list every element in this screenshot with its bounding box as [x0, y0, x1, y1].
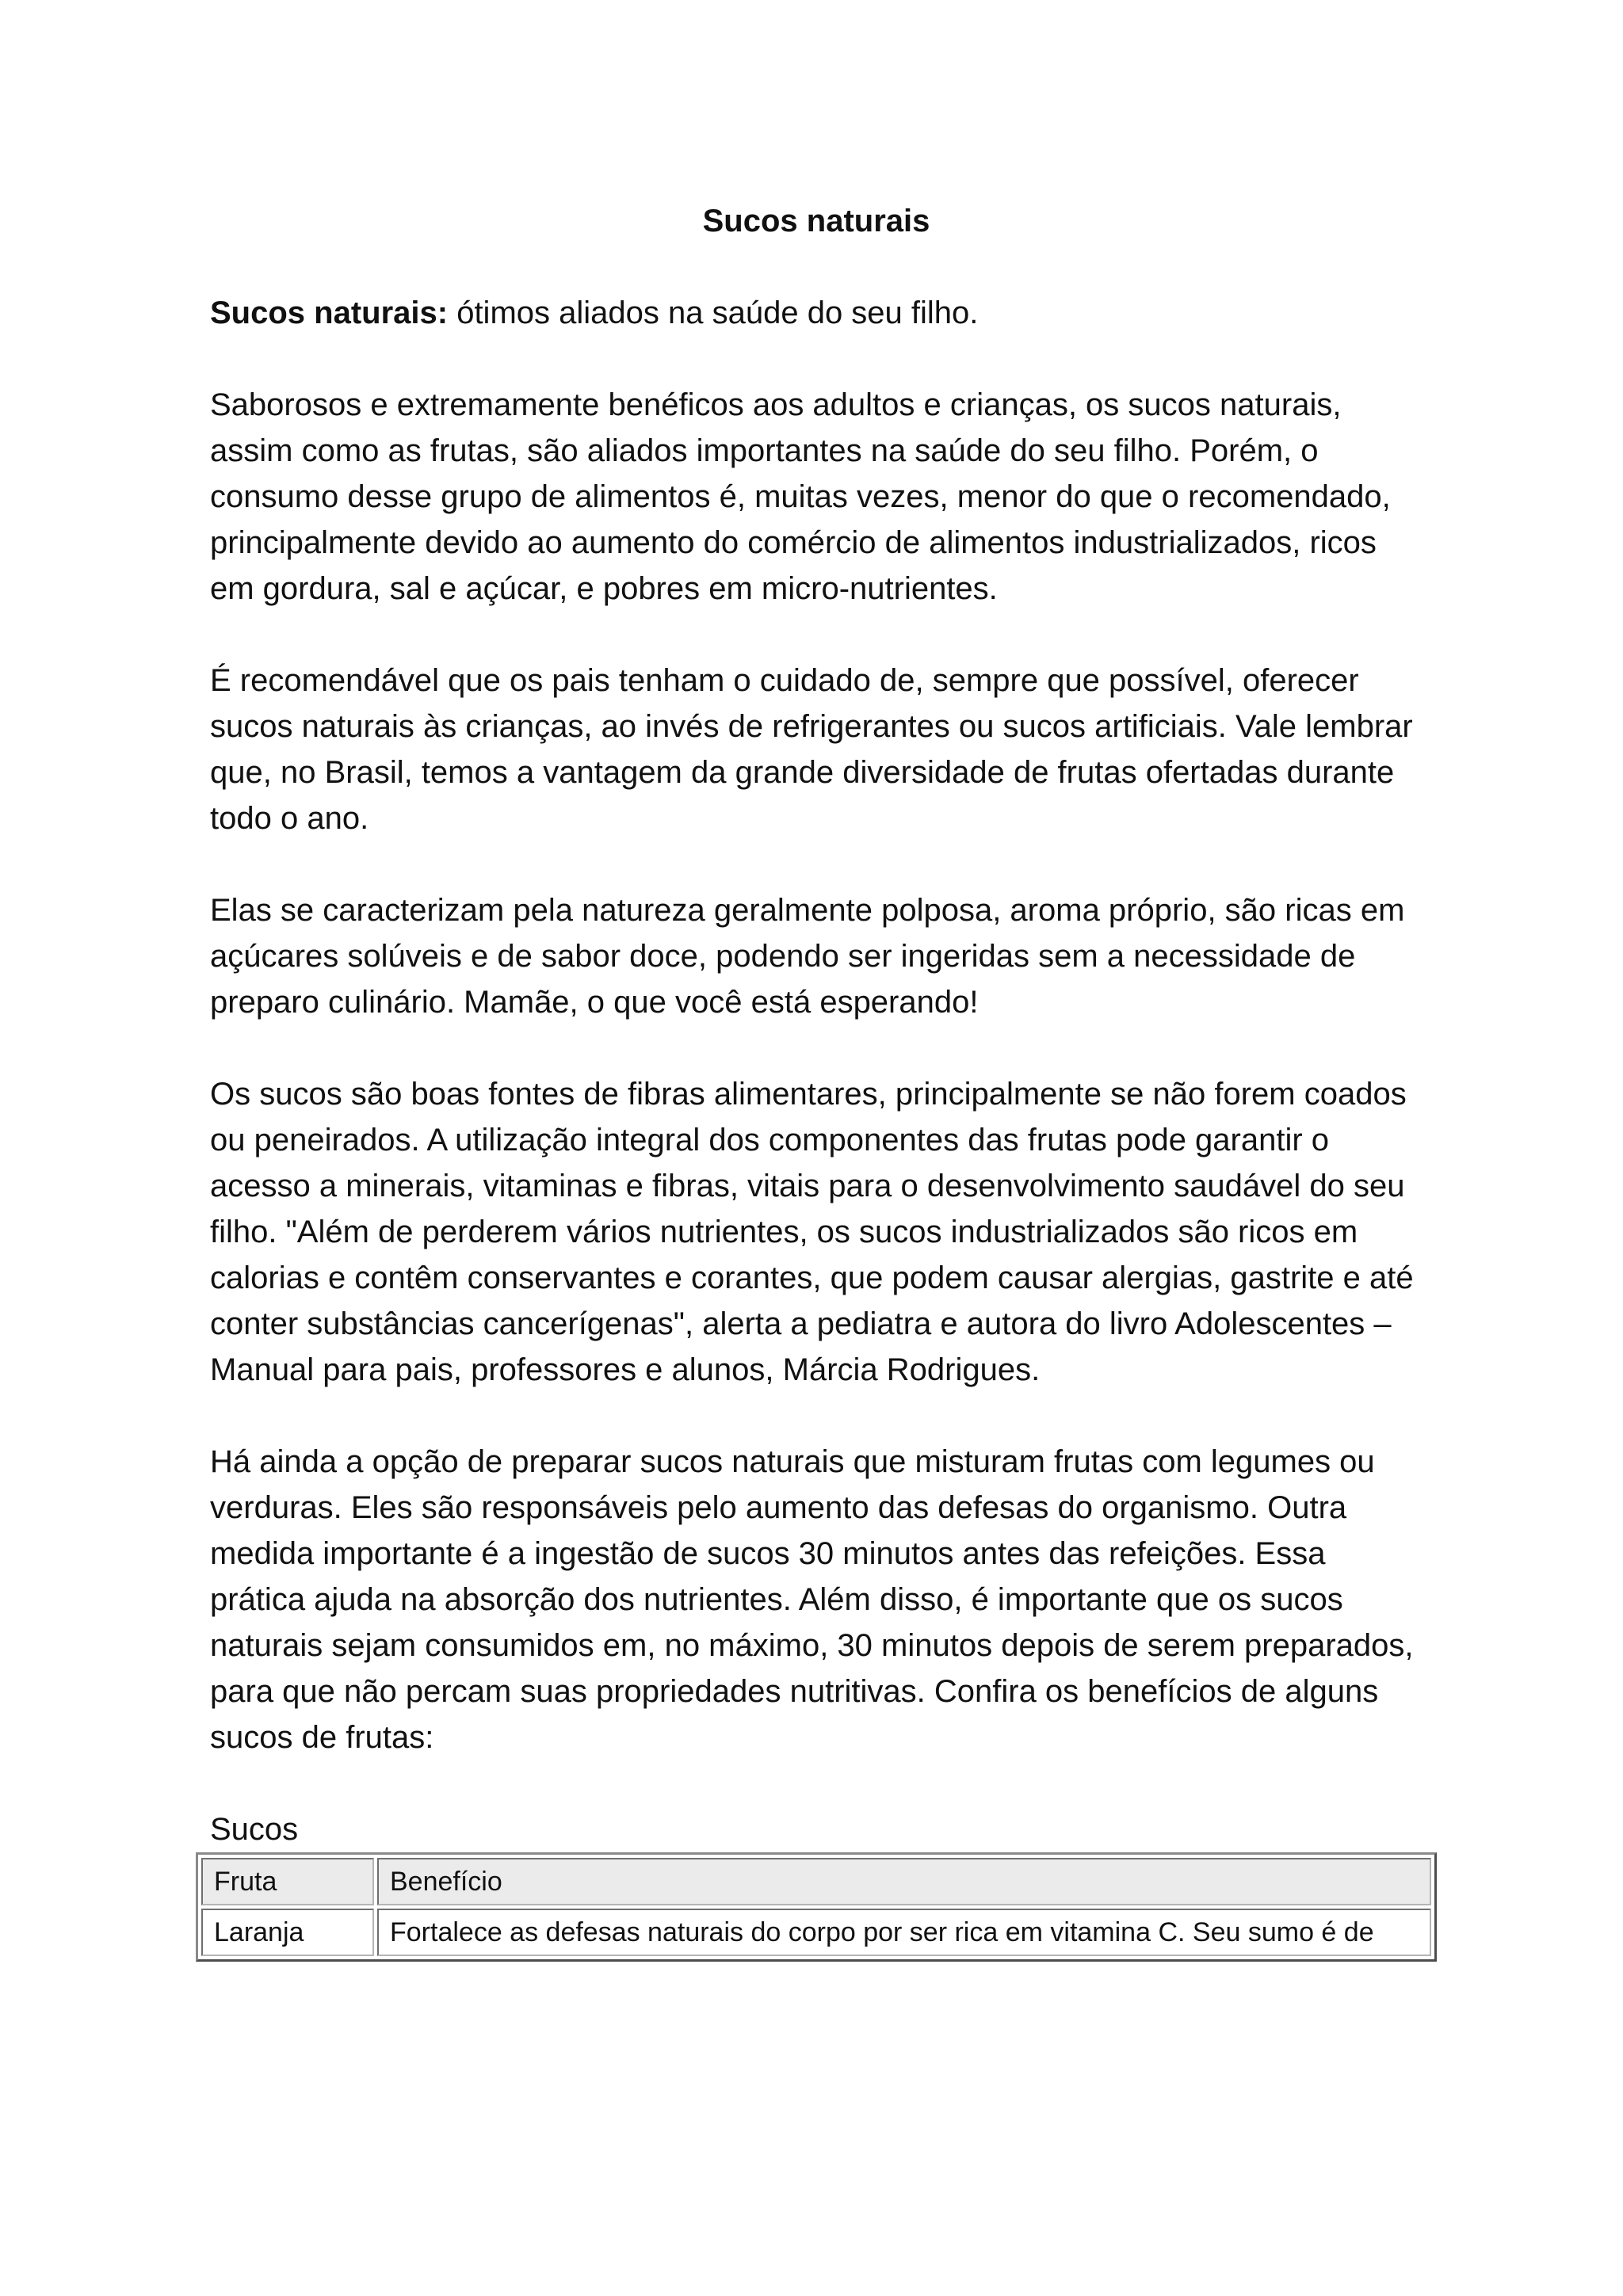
document-title: Sucos naturais: [702, 204, 930, 238]
table-row: [201, 1909, 1431, 1956]
paragraph-2: É recomendável que os pais tenham o cuidado de, sempre que possível, oferecer sucos naturais às crianças, ao invés de refrigerantes ou sucos artificiais. Vale lembrar que, no Brasil, temos a vantagem da grande diversidade de frutas ofertadas durante todo o ano.: [210, 663, 1413, 836]
intro-bold-label: Sucos naturais:: [210, 296, 449, 330]
table-caption: Sucos: [210, 1812, 299, 1847]
intro-text: ótimos aliados na saúde do seu filho.: [448, 296, 979, 330]
cell-fruit: Laranja: [201, 1909, 374, 1956]
paragraph-5: Há ainda a opção de preparar sucos naturais que misturam frutas com legumes ou verduras. Eles são responsáveis pelo aumento das defesas do organismo. Outra medida importante é a ingestão de sucos 30 minutos antes das refeições. Essa prática ajuda na absorção dos nutrientes. Além disso, é importante que os sucos naturais sejam consumidos em, no máximo, 30 minutos depois de serem preparados, para que não percam suas propriedades nutritivas. Confira os benefícios de alguns sucos de frutas:: [210, 1444, 1414, 1755]
paragraph-3: Elas se caracterizam pela natureza geralmente polposa, aroma próprio, são ricas em açúcares solúveis e de sabor doce, podendo ser ingeridas sem a necessidade de preparo culinário. Mamãe, o que você está esperando!: [210, 893, 1405, 1020]
paragraph-4: Os sucos são boas fontes de fibras alimentares, principalmente se não forem coados ou peneirados. A utilização integral dos componentes das frutas pode garantir o acesso a minerais, vitaminas e fibras, vitais para o desenvolvimento saudável do seu filho. "Além de perderem vários nutrientes, os sucos industrializados são ricos em calorias e contêm conservantes e corantes, que podem causar alergias, gastrite e até conter substâncias cancerígenas", alerta a pediatra e autora do livro Adolescentes – Manual para pais, professores e alunos, Márcia Rodrigues.: [210, 1077, 1414, 1387]
cell-benefit: Fortalece as defesas naturais do corpo por ser rica em vitamina C. Seu sumo é de: [377, 1909, 1431, 1956]
document-page: [210, 198, 1446, 1947]
table-header-row: [201, 1858, 1431, 1905]
intro-paragraph: [210, 290, 1423, 336]
paragraph-1: Saborosos e extremamente benéficos aos adultos e crianças, os sucos naturais, assim como as frutas, são aliados importantes na saúde do seu filho. Porém, o consumo desse grupo de alimentos é, muitas vezes, menor do que o recomendado, principalmente devido ao aumento do comércio de alimentos industrializados, ricos em gordura, sal e açúcar, e pobres em micro-nutrientes.: [210, 387, 1391, 606]
juice-benefits-table: [196, 1852, 1437, 1962]
header-cell-benefit: Benefício: [377, 1858, 1431, 1905]
header-cell-fruit: Fruta: [201, 1858, 374, 1905]
